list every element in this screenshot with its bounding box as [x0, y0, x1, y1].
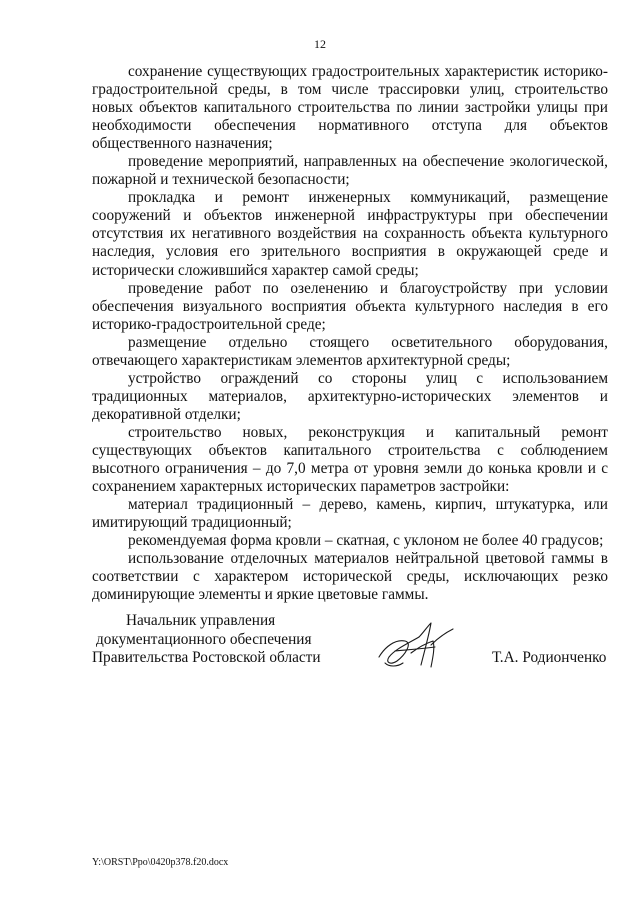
paragraph-landscaping: проведение работ по озеленению и благоустройству при условии обеспечения визуального восприятия объекта культурного наследия в его историко-градостроительной среде;	[92, 279, 608, 333]
paragraph-fencing: устройство ограждений со стороны улиц с использованием традиционных материалов, архитектурно-исторических элементов и декоративной отделки;	[92, 369, 608, 423]
paragraph-materials: материал традиционный – дерево, камень, кирпич, штукатурка, или имитирующий традиционный;	[92, 496, 608, 532]
document-body	[92, 63, 608, 604]
signatory-name: Т.А. Родионченко	[492, 649, 607, 666]
paragraph-preservation: сохранение существующих градостроительных характеристик историко-градостроительной среды, в том числе трассировки улиц, строительство новых объектов капитального строительства по линии застройки улицы при необходимости обеспечения нормативного отступа для объектов общественного назначения;	[92, 63, 608, 153]
page-number: 12	[314, 37, 326, 51]
signatory-title-line: Правительства Ростовской области	[92, 649, 321, 666]
signatory-title	[92, 612, 332, 668]
signatory-title-line: документационного обеспечения	[96, 630, 312, 648]
file-path-footer: Y:\ORST\Ppo\0420p378.f20.docx	[92, 857, 229, 868]
paragraph-utilities: прокладка и ремонт инженерных коммуникаций, размещение сооружений и объектов инженерной инфраструктуры при обеспечении отсутствия их негативного воздействия на сохранность объекта культурного наследия, условия его зрительного восприятия в окружающей среде и исторически сложившийся характер самой среды;	[92, 189, 608, 279]
signatory-title-line: Начальник управления	[126, 612, 276, 629]
paragraph-safety: проведение мероприятий, направленных на обеспечение экологической, пожарной и технической безопасности;	[92, 153, 608, 189]
paragraph-roof: рекомендуемая форма кровли – скатная, с уклоном не более 40 градусов;	[128, 532, 604, 550]
handwritten-signature	[375, 617, 465, 677]
paragraph-lighting: размещение отдельно стоящего осветительного оборудования, отвечающего характеристикам элементов архитектурной среды;	[92, 333, 608, 369]
paragraph-construction: строительство новых, реконструкция и капитальный ремонт существующих объектов капитального строительства с соблюдением высотного ограничения – до 7,0 метра от уровня земли до конька кровли и с сохранением характерных исторических параметров застройки:	[92, 423, 608, 496]
paragraph-finishing: использование отделочных материалов нейтральной цветовой гаммы в соответствии с характером исторической среды, исключающих резко доминирующие элементы и яркие цветовые гаммы.	[92, 550, 608, 604]
